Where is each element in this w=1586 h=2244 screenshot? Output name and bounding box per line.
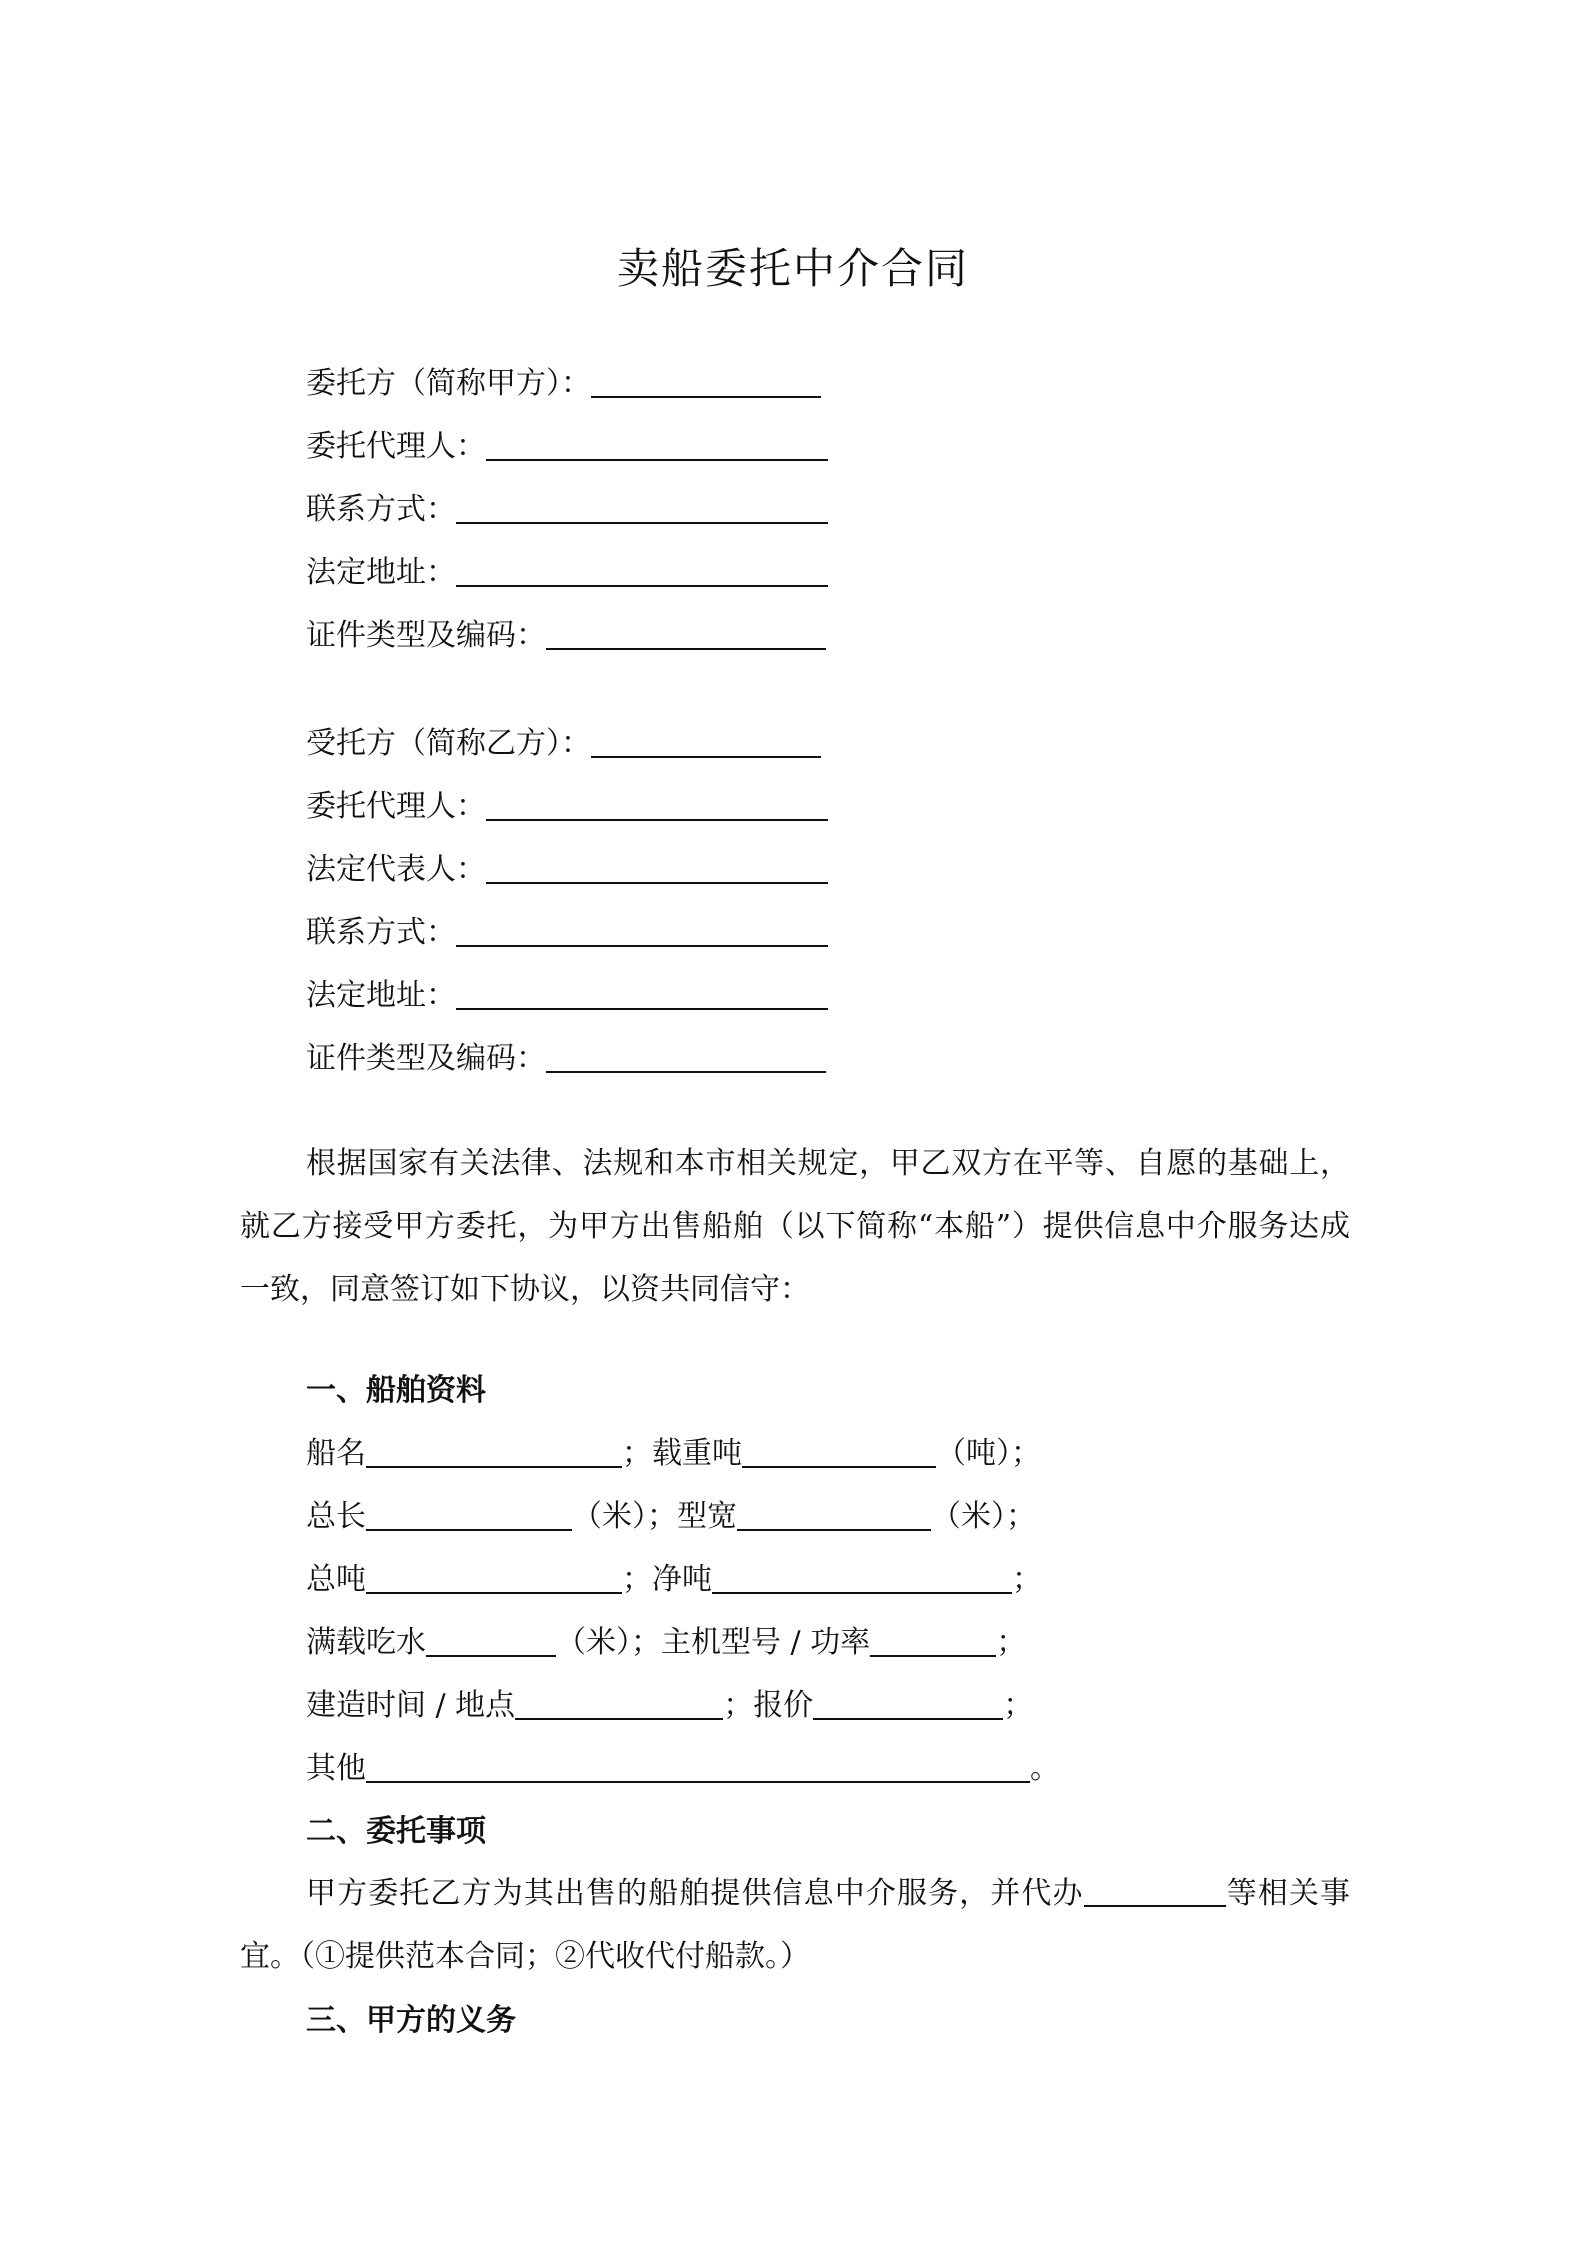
intro-paragraph: 根据国家有关法律、法规和本市相关规定，甲乙双方在平等、自愿的基础上，就乙方接受甲方委托，为甲方出售船舶（以下简称“本船”）提供信息中介服务达成一致，同意签订如下协议，以资共同信守： bbox=[240, 1146, 1350, 1307]
draft-row bbox=[306, 1619, 1026, 1663]
party-a-agent-label: 委托代理人： bbox=[306, 429, 486, 464]
party-a-address-row bbox=[306, 549, 828, 593]
other-row bbox=[306, 1745, 1060, 1789]
draft-label: 满载吃水 bbox=[306, 1625, 426, 1660]
ton-unit: （吨）； bbox=[936, 1436, 1041, 1471]
party-a-name-row bbox=[306, 360, 821, 404]
built-label: 建造时间 / 地点 bbox=[306, 1688, 516, 1723]
length-row bbox=[306, 1493, 1036, 1537]
period: 。 bbox=[1030, 1751, 1060, 1786]
document-title: 卖船委托中介合同 bbox=[616, 244, 969, 293]
price-label: 报价 bbox=[753, 1688, 814, 1723]
party-b-rep-field[interactable] bbox=[486, 848, 828, 884]
meter-unit-end: （米）； bbox=[931, 1499, 1036, 1534]
length-label: 总长 bbox=[306, 1499, 366, 1534]
section3-heading bbox=[306, 1997, 516, 2041]
ship-name-field[interactable] bbox=[366, 1432, 622, 1468]
party-b-address-label: 法定地址： bbox=[306, 978, 456, 1013]
net-label: 净吨 bbox=[652, 1562, 712, 1597]
section2-text-after: 等相关事宜。（①提供范本合同；②代收代付船款。） bbox=[240, 1876, 1351, 1974]
dwt-field[interactable] bbox=[742, 1432, 936, 1468]
section2-blank-field[interactable] bbox=[1084, 1875, 1226, 1907]
tonnage-row bbox=[306, 1556, 1042, 1600]
section2-paragraph bbox=[240, 1862, 1350, 1988]
section2-heading bbox=[306, 1808, 486, 1852]
party-a-id-label: 证件类型及编码： bbox=[306, 618, 546, 653]
breadth-field[interactable] bbox=[737, 1495, 931, 1531]
breadth-label: 型宽 bbox=[677, 1499, 737, 1534]
party-b-agent-row bbox=[306, 783, 828, 827]
party-b-id-label: 证件类型及编码： bbox=[306, 1041, 546, 1076]
party-b-address-field[interactable] bbox=[456, 974, 828, 1010]
gross-label: 总吨 bbox=[306, 1562, 366, 1597]
draft-field[interactable] bbox=[426, 1621, 556, 1657]
party-b-name-label: 受托方（简称乙方）： bbox=[306, 726, 591, 761]
engine-field[interactable] bbox=[870, 1621, 996, 1657]
other-label: 其他 bbox=[306, 1751, 366, 1786]
party-b-contact-label: 联系方式： bbox=[306, 915, 456, 950]
party-a-agent-field[interactable] bbox=[486, 425, 828, 461]
party-a-name-label: 委托方（简称甲方）： bbox=[306, 366, 591, 401]
gross-field[interactable] bbox=[366, 1558, 622, 1594]
price-field[interactable] bbox=[813, 1684, 1003, 1720]
semicolon: ； bbox=[723, 1688, 754, 1723]
ship-name-label: 船名 bbox=[306, 1436, 366, 1471]
party-a-id-field[interactable] bbox=[546, 614, 826, 650]
party-b-contact-row bbox=[306, 909, 828, 953]
built-field[interactable] bbox=[515, 1684, 723, 1720]
party-b-name-field[interactable] bbox=[591, 722, 821, 758]
party-a-address-field[interactable] bbox=[456, 551, 828, 587]
net-field[interactable] bbox=[712, 1558, 1012, 1594]
party-b-agent-label: 委托代理人： bbox=[306, 789, 486, 824]
meter-unit: （米）； bbox=[572, 1499, 677, 1534]
party-a-contact-row bbox=[306, 486, 828, 530]
semicolon: ； bbox=[622, 1562, 652, 1597]
party-b-id-field[interactable] bbox=[546, 1037, 826, 1073]
section2-heading-text: 二、委托事项 bbox=[306, 1814, 486, 1849]
length-field[interactable] bbox=[366, 1495, 572, 1531]
section3-heading-text: 三、甲方的义务 bbox=[306, 2003, 516, 2038]
party-b-name-row bbox=[306, 720, 821, 764]
ship-name-row bbox=[306, 1430, 1041, 1474]
semicolon: ； bbox=[1012, 1562, 1042, 1597]
section1-heading-text: 一、船舶资料 bbox=[306, 1373, 486, 1408]
party-b-rep-row bbox=[306, 846, 828, 890]
party-a-contact-label: 联系方式： bbox=[306, 492, 456, 527]
party-b-rep-label: 法定代表人： bbox=[306, 852, 486, 887]
semicolon: ； bbox=[1003, 1688, 1034, 1723]
section1-heading bbox=[306, 1367, 486, 1411]
engine-label: 主机型号 / 功率 bbox=[661, 1625, 871, 1660]
semicolon: ； bbox=[996, 1625, 1027, 1660]
party-b-id-row bbox=[306, 1035, 826, 1079]
built-row bbox=[306, 1682, 1033, 1726]
party-b-contact-field[interactable] bbox=[456, 911, 828, 947]
party-a-name-field[interactable] bbox=[591, 362, 821, 398]
party-b-agent-field[interactable] bbox=[486, 785, 828, 821]
party-a-id-row bbox=[306, 612, 826, 656]
dwt-label: 载重吨 bbox=[652, 1436, 742, 1471]
section2-text-before: 甲方委托乙方为其出售的船舶提供信息中介服务，并代办 bbox=[306, 1876, 1084, 1911]
meter-unit: （米）； bbox=[556, 1625, 661, 1660]
party-b-address-row bbox=[306, 972, 828, 1016]
party-a-contact-field[interactable] bbox=[456, 488, 828, 524]
party-a-agent-row bbox=[306, 423, 828, 467]
other-field[interactable] bbox=[366, 1747, 1030, 1783]
party-a-address-label: 法定地址： bbox=[306, 555, 456, 590]
semicolon: ； bbox=[622, 1436, 652, 1471]
